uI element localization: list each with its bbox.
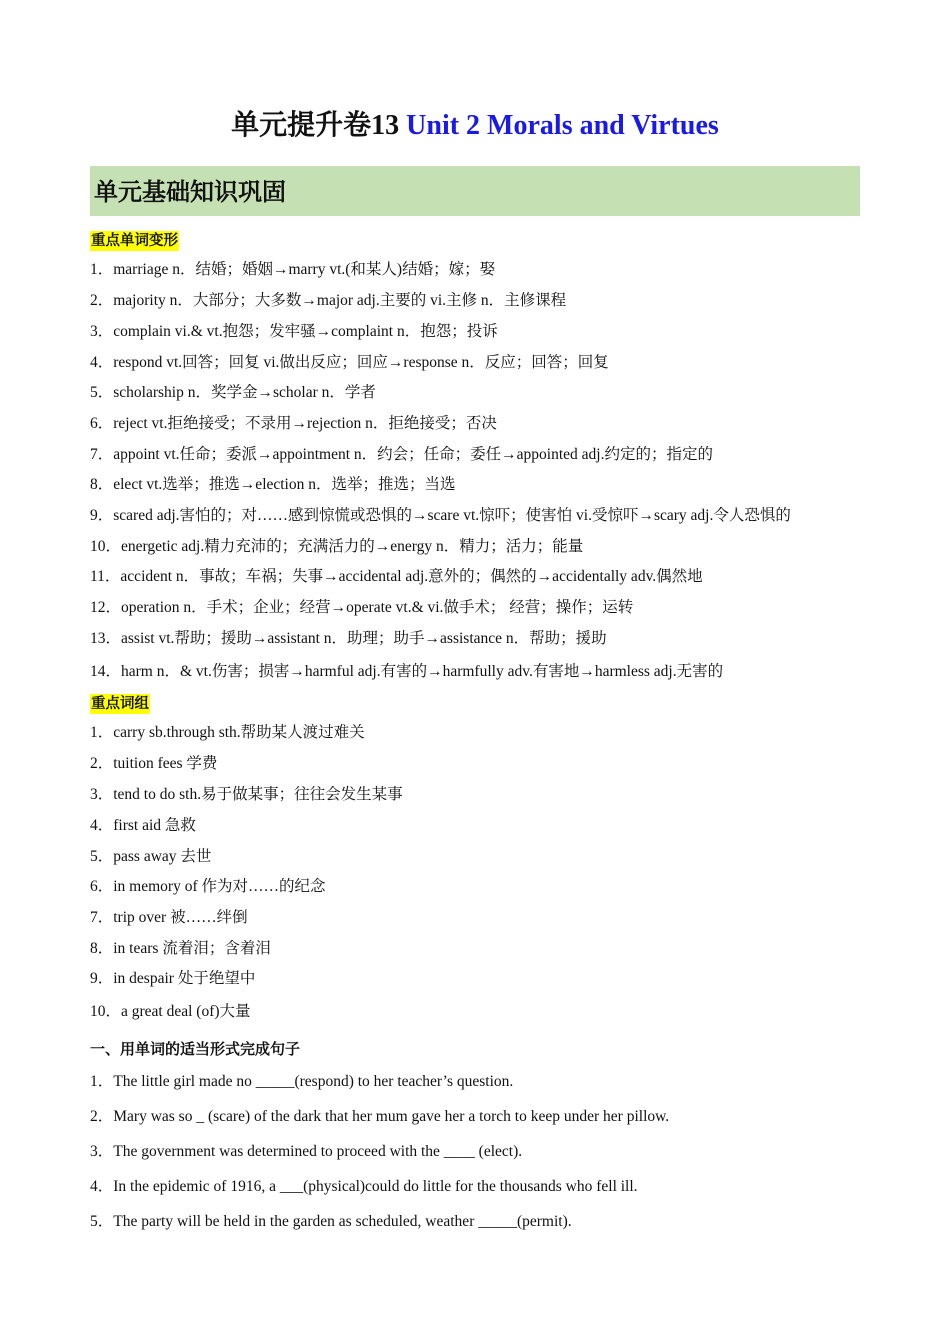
section-banner: 单元基础知识巩固 (90, 166, 860, 216)
phrase-item: 7．trip over 被……绊倒 (90, 909, 248, 926)
phrase-item: 6．in memory of 作为对……的纪念 (90, 878, 326, 895)
title-cn: 单元提升卷13 (231, 110, 407, 141)
exercise-heading: 一、用单词的适当形式完成句子 (90, 1040, 301, 1058)
vocab-item: 11．accident n．事故；车祸；失事→accidental adj.意外的；偶然的→accidentally adv.偶然地 (90, 568, 703, 585)
exercise-item: 3．The government was determined to proceed with the ____ (elect). (90, 1143, 523, 1160)
vocab-item: 10．energetic adj.精力充沛的；充满活力的→energy n．精力；活力；能量 (90, 538, 584, 555)
vocab-item: 14．harm n．& vt.伤害；损害→harmful adj.有害的→harmfully adv.有害地→harmless adj.无害的 (90, 663, 724, 680)
phrase-item: 5．pass away 去世 (90, 848, 212, 865)
exercise-item: 4．In the epidemic of 1916, a ___(physical)could do little for the thousands who fell ill. (90, 1178, 638, 1195)
phrase-item: 3．tend to do sth.易于做某事；往往会发生某事 (90, 786, 403, 803)
vocab-item: 4．respond vt.回答；回复 vi.做出反应；回应→response n．反应；回答；回复 (90, 354, 609, 371)
page-title (0, 108, 950, 144)
vocab-item: 12．operation n．手术；企业；经营→operate vt.& vi.做手术； 经营；操作；运转 (90, 599, 634, 616)
exercise-item: 5．The party will be held in the garden as scheduled, weather _____(permit). (90, 1213, 572, 1230)
phrase-item: 8．in tears 流着泪；含着泪 (90, 940, 271, 957)
vocab-item: 13．assist vt.帮助；援助→assistant n．助理；助手→assistance n．帮助；援助 (90, 630, 607, 647)
vocab-item: 3．complain vi.& vt.抱怨；发牢骚→complaint n．抱怨；投诉 (90, 323, 498, 340)
vocab-item: 7．appoint vt.任命；委派→appointment n．约会；任命；委任→appointed adj.约定的；指定的 (90, 446, 713, 463)
phrase-item: 9．in despair 处于绝望中 (90, 970, 256, 987)
phrase-item: 2．tuition fees 学费 (90, 755, 218, 772)
phrase-item: 4．first aid 急救 (90, 817, 196, 834)
title-en: Unit 2 Morals and Virtues (406, 110, 719, 141)
vocab-item: 8．elect vt.选举；推选→election n．选举；推选；当选 (90, 476, 456, 493)
vocab-item: 9．scared adj.害怕的；对……感到惊慌或恐惧的→scare vt.惊吓；使害怕 vi.受惊吓→scary adj.令人恐惧的 (90, 507, 791, 524)
exercise-item: 1．The little girl made no _____(respond) to her teacher’s question. (90, 1073, 514, 1090)
vocab-item: 5．scholarship n．奖学金→scholar n．学者 (90, 384, 376, 401)
vocab-item: 2．majority n．大部分；大多数→major adj.主要的 vi.主修 n．主修课程 (90, 292, 567, 309)
exercise-item: 2．Mary was so _ (scare) of the dark that her mum gave her a torch to keep under her pillow. (90, 1108, 670, 1125)
phrase-item: 10．a great deal (of)大量 (90, 1003, 251, 1020)
phrase-item: 1．carry sb.through sth.帮助某人渡过难关 (90, 724, 365, 741)
phrases-heading: 重点词组 (91, 696, 149, 712)
vocab-heading: 重点单词变形 (91, 233, 178, 249)
vocab-item: 1．marriage n．结婚；婚姻→marry vt.(和某人)结婚；嫁；娶 (90, 261, 496, 278)
vocab-item: 6．reject vt.拒绝接受；不录用→rejection n．拒绝接受；否决 (90, 415, 497, 432)
